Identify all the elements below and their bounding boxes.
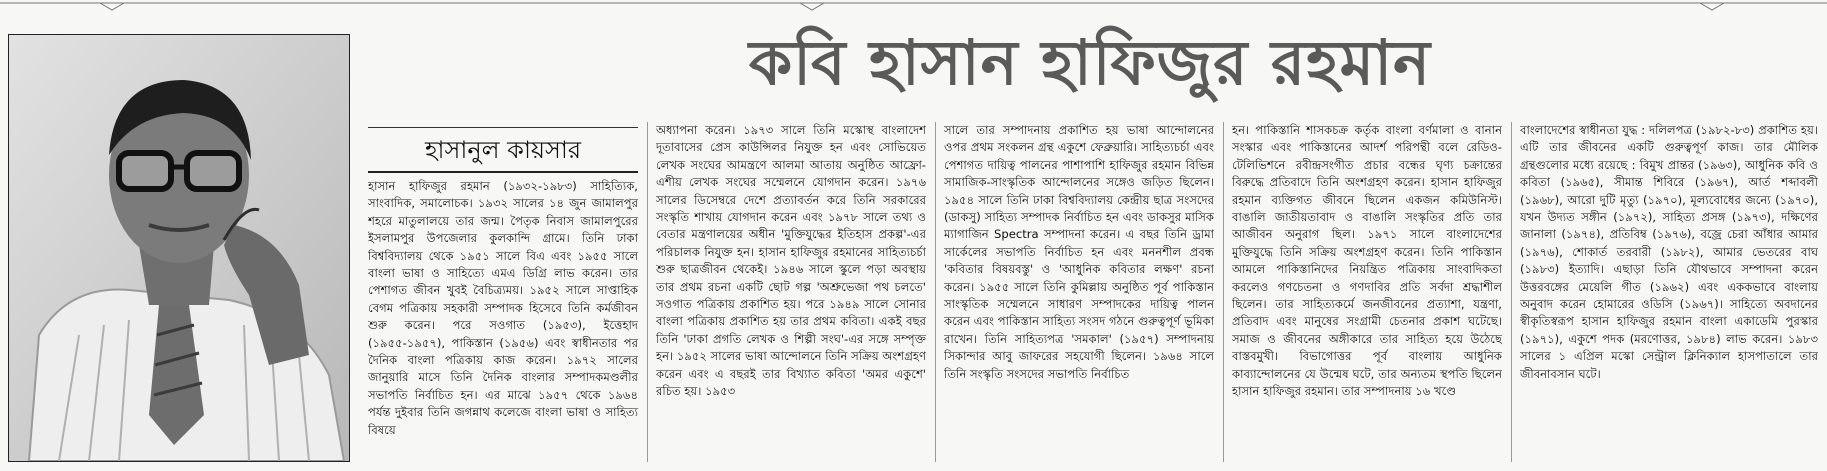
article-column-2 (656, 122, 926, 464)
column-2-text: অধ্যাপনা করেন। ১৯৭৩ সালে তিনি মস্কোস্থ বাংলাদেশ দূতাবাসের প্রেস কাউন্সিলর নিযুক্ত হন এবং সোভিয়েত লেখক সংঘের আমন্ত্রণে আলমা আতায় অনুষ্ঠিত আফ্রো-এশীয় লেখক সংঘের সম্মেলনে যোগদান করেন। ১৯৭৬ সালের ডিসেম্বরে দেশে প্রত্যাবর্তন করে তিনি সরকারের সংস্কৃতি শাখায় যোগদান করেন এবং ১৯৭৮ সালে তথ্য ও বেতার মন্ত্রণালয়ের অধীন 'মুক্তিযুদ্ধের ইতিহাস প্রকল্প'-এর পরিচালক নিযুক্ত হন। হাসান হাফিজুর রহমানের সাহিত্যচর্চা শুরু ছাত্রজীবন থেকেই। ১৯৪৬ সালে স্কুলে পড়া অবস্থায় তার প্রথম রচনা একটি ছোট গল্প 'অশ্রুভেজা পথ চলতে' সওগাত পত্রিকায় প্রকাশিত হয়। পরে ১৯৪৯ সালে সোনার বাংলা পত্রিকায় প্রকাশিত হয় তার প্রথম কবিতা। একই বছর তিনি 'ঢাকা প্রগতি লেখক ও শিল্পী সংঘ'-এর সঙ্গে সম্পৃক্ত হন। ১৯৫২ সালের ভাষা আন্দোলনে তিনি সক্রিয় অংশগ্রহণ করেন এবং এ বছরই তার বিখ্যাত কবিতা 'অমর একুশে' রচিত হয়। ১৯৫৩ (656, 123, 926, 399)
column-divider (1511, 122, 1512, 462)
byline-top-rule (368, 127, 638, 128)
article-column-4 (1232, 122, 1502, 464)
column-3-text: সালে তার সম্পাদনায় প্রকাশিত হয় ভাষা আন্দোলনের ওপর প্রথম সংকলন গ্রন্থ একুশে ফেব্রুয়ারি। সাহিত্যচর্চা এবং পেশাগত দায়িত্ব পালনের পাশাপাশি হাফিজুর রহমান বিভিন্ন সামাজিক-সাংস্কৃতিক আন্দোলনের সঙ্গেও জড়িত ছিলেন। ১৯৫৪ সালে তিনি ঢাকা বিশ্ববিদ্যালয় কেন্দ্রীয় ছাত্র সংসদের (ডাকসু) সাহিত্য সম্পাদক নির্বাচিত হন এবং ডাকসুর মাসিক ম্যাগাজিন Spectra সম্পাদনা করেন। এ বছর তিনি ড্রামা সার্কেলের সভাপতি নির্বাচিত হন এবং মননশীল প্রবন্ধ 'কবিতার বিষয়বস্তু' ও 'আধুনিক কবিতার লক্ষণ' রচনা করেন। ১৯৫৫ সালে তিনি কুমিল্লায় অনুষ্ঠিত পূর্ব পাকিস্তান সাংস্কৃতিক সম্মেলনে সাধারণ সম্পাদকের দায়িত্ব পালন করেন এবং পাকিস্তান সাহিত্য সংসদ গঠনে গুরুত্বপূর্ণ ভূমিকা রাখেন। তিনি সাহিত্যপত্র 'সমকাল' (১৯৫৭) সম্পাদনায় সিকান্দার আবু জাফরের সহযোগী ছিলেন। ১৯৬৪ সালে তিনি সংস্কৃতি সংসদের সভাপতি নির্বাচিত (944, 123, 1214, 381)
article-headline: কবি হাসান হাফিজুর রহমান (748, 25, 1432, 99)
column-1-text: হাসান হাফিজুর রহমান (১৯৩২-১৯৮৩) সাহিত্যিক, সাংবাদিক, সমালোচক। ১৯৩২ সালের ১৪ জুন জামালপুর শহরে মাতুলালয়ে তার জন্ম। পৈতৃক নিবাস জামালপুরের ইসলামপুর উপজেলার কুলকান্দি গ্রামে। তিনি ঢাকা বিশ্ববিদ্যালয় থেকে ১৯৫১ সালে বিএ এবং ১৯৫৫ সালে বাংলা ভাষা ও সাহিত্যে এমএ ডিগ্রি লাভ করেন। তার পেশাগত জীবন খুবই বৈচিত্র্যময়। ১৯৫২ সালে সাপ্তাহিক বেগম পত্রিকায় সহকারী সম্পাদক হিসেবে তিনি কর্মজীবন শুরু করেন। পরে সওগাত (১৯৫৩), ইত্তেহাদ (১৯৫৫-১৯৫৭), পাকিস্তান (১৯৫৬) এবং স্বাধীনতার পর দৈনিক বাংলা পত্রিকায় কাজ করেন। ১৯৭২ সালের জানুয়ারি মাসে তিনি দৈনিক বাংলার সম্পাদকমণ্ডলীর সভাপতি নির্বাচিত হন। এর মাঝে ১৯৫৭ থেকে ১৯৬৪ পর্যন্ত দুইবার তিনি জগন্নাথ কলেজে বাংলা ভাষা ও সাহিত্য বিষয়ে (368, 179, 638, 437)
portrait-photo-icon (9, 35, 349, 461)
column-5-text: বাংলাদেশের স্বাধীনতা যুদ্ধ : দলিলপত্র (১৯৮২-৮৩) প্রকাশিত হয়। এটি তার জীবনের একটি গুরুত্বপূর্ণ কাজ। তার মৌলিক গ্রন্থগুলোর মধ্যে রয়েছে : বিমুখ প্রান্তর (১৯৬৩), আধুনিক কবি ও কবিতা (১৯৬৫), সীমান্ত শিবিরে (১৯৬৭), আর্ত শব্দাবলী (১৯৬৮), আরো দুটি মৃত্যু (১৯৭০), মূল্যবোধের জন্যে (১৯৭০), যখন উদ্যত সঙ্গীন (১৯৭২), সাহিত্য প্রসঙ্গ (১৯৭৩), দক্ষিণের জানালা (১৯৭৪), প্রতিবিম্ব (১৯৭৬), বজ্রে চেরা আঁধার আমার (১৯৭৬), শোকার্ত তরবারী (১৯৮২), আমার ভেতরের বাঘ (১৯৮৩) ইত্যাদি। এছাড়া তিনি যৌথভাবে সম্পাদনা করেন উত্তরবঙ্গের মেয়েলি গীত (১৯৬২) এবং এককভাবে বাংলায় অনুবাদ করেন হোমারের ওডিসি (১৯৬৭)। সাহিত্যে অবদানের স্বীকৃতিস্বরূপ হাসান হাফিজুর রহমান বাংলা একাডেমি পুরস্কার (১৯৭১), একুশে পদক (মরণোত্তর, ১৯৮৪) লাভ করেন। ১৯৮৩ সালের ১ এপ্রিল মস্কো সেন্ট্রাল ক্লিনিক্যাল হাসপাতালে তার জীবনাবসান ঘটে। (1520, 123, 1818, 381)
article-column-3 (944, 122, 1214, 464)
author-byline: হাসানুল কায়সার (424, 136, 582, 164)
article-column-5 (1520, 122, 1818, 464)
article-column-1 (368, 178, 638, 464)
column-4-text: হন। পাকিস্তানি শাসকচক্র কর্তৃক বাংলা বর্ণমালা ও বানান সংস্কার এবং পাকিস্তানের আদর্শ পরিপন্থী বলে রেডিও-টেলিভিশনে রবীন্দ্রসংগীত প্রচার বন্ধের ঘৃণ্য চক্রান্তের বিরুদ্ধে প্রতিবাদে তিনি অংশগ্রহণ করেন। হাসান হাফিজুর রহমান ব্যক্তিগত জীবনে ছিলেন একজন কমিউনিস্ট। বাঙালি জাতীয়তাবাদ ও বাঙালি সংস্কৃতির প্রতি তার আজীবন অনুরাগ ছিল। ১৯৭১ সালে বাংলাদেশের মুক্তিযুদ্ধে তিনি সক্রিয় অংশগ্রহণ করেন। তিনি পাকিস্তান আমলে পাকিস্তানিদের নিয়ন্ত্রিত পত্রিকায় সাংবাদিকতা করলেও গণচেতনা ও গণদাবির প্রতি সর্বদা শ্রদ্ধাশীল ছিলেন। তার সাহিত্যকর্মে জনজীবনের প্রত্যাশা, যন্ত্রণা, প্রতিবাদ এবং মানুষের সংগ্রামী চেতনার প্রকাশ ঘটেছে। সমাজ ও জীবনের অঙ্গীকারে তার সাহিত্য হয়ে উঠেছে বাস্তবমুখী। বিভাগোত্তর পূর্ব বাংলায় আধুনিক কাব্যান্দোলনের যে উন্মেষ ঘটে, তার অন্যতম স্থপতি ছিলেন হাসান হাফিজুর রহমান। তার সম্পাদনায় ১৬ খণ্ডে (1232, 123, 1502, 399)
byline-bottom-rule (368, 171, 638, 173)
author-portrait-photo (8, 34, 350, 462)
column-divider (935, 122, 936, 462)
column-divider (1223, 122, 1224, 462)
top-border-ornament (0, 0, 1827, 12)
column-divider (647, 122, 648, 462)
